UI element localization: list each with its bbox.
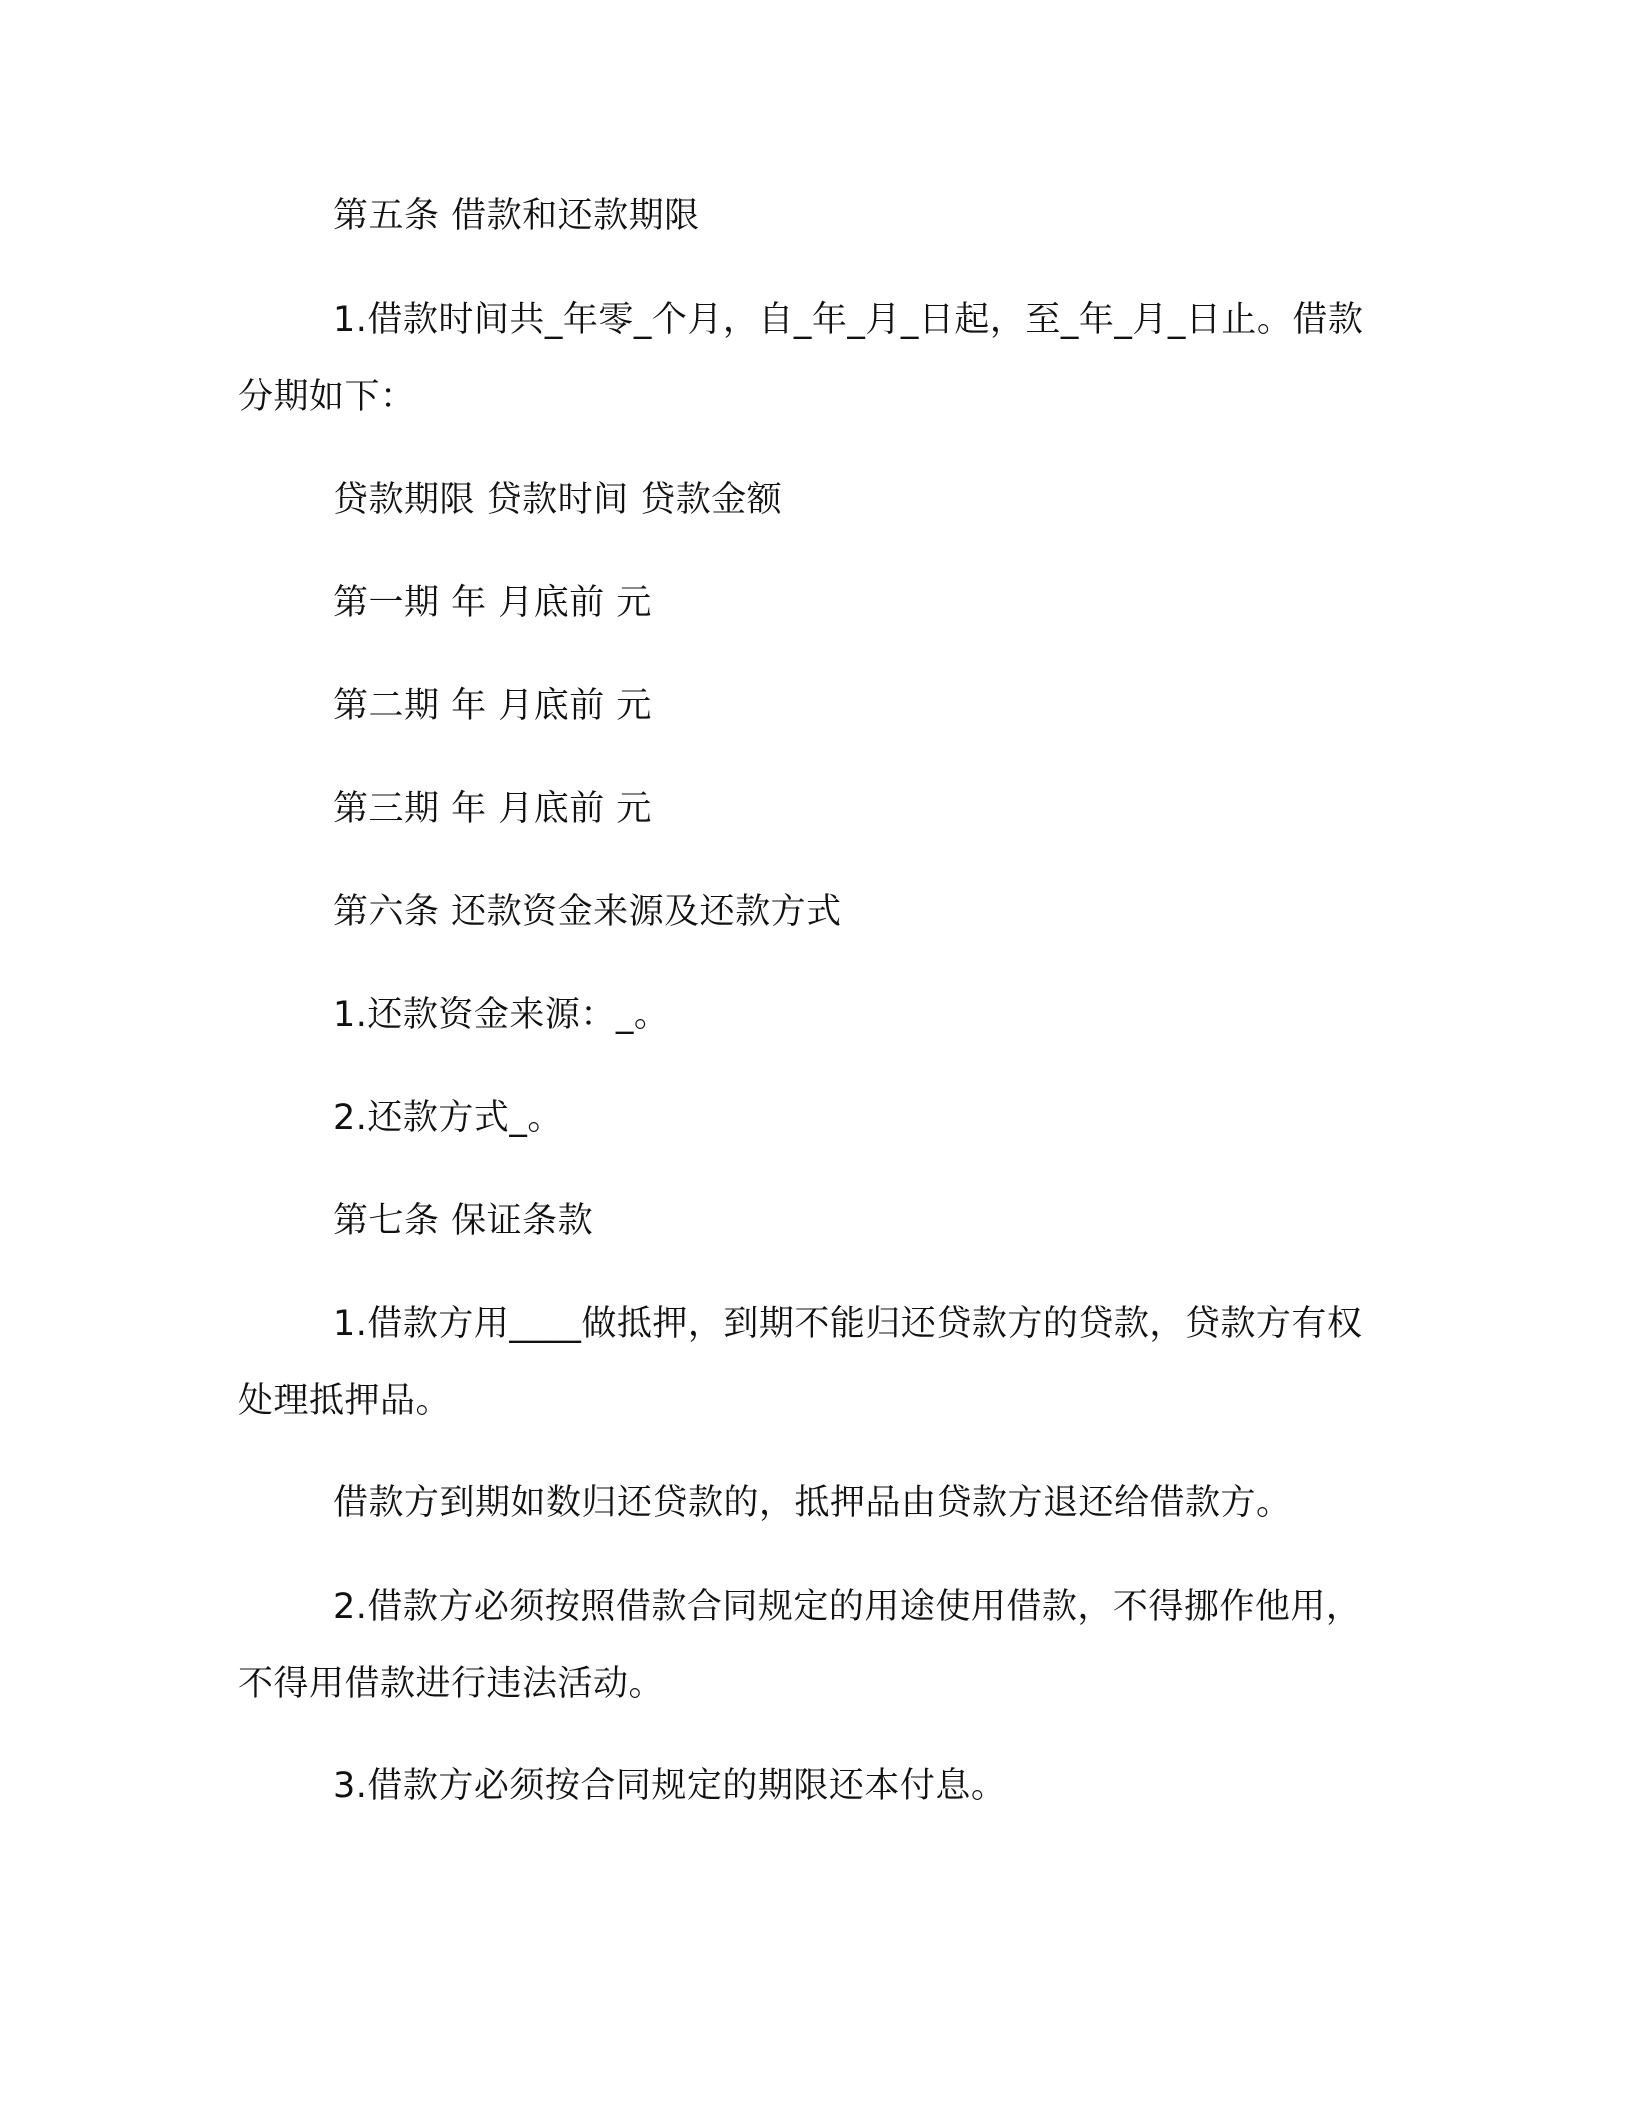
article-5-heading: 第五条 借款和还款期限 — [333, 196, 700, 236]
installment-row-1: 第一期 年 月底前 元 — [333, 583, 652, 623]
article-6-clause-1: 1.还款资金来源：_。 — [333, 995, 670, 1035]
installment-row-3: 第三期 年 月底前 元 — [333, 789, 652, 829]
article-7-clause-1-continued: 借款方到期如数归还贷款的，抵押品由贷款方退还给借款方。 — [333, 1483, 1292, 1523]
article-7-heading: 第七条 保证条款 — [333, 1201, 594, 1241]
article-7-clause-1: 1.借款方用____做抵押，到期不能归还贷款方的贷款，贷款方有权处理抵押品。 — [238, 1304, 1363, 1421]
installment-row-2: 第二期 年 月底前 元 — [333, 686, 652, 726]
article-6-clause-2: 2.还款方式_。 — [333, 1098, 563, 1138]
article-7-clause-3: 3.借款方必须按合同规定的期限还本付息。 — [333, 1766, 1007, 1806]
article-7-clause-2: 2.借款方必须按照借款合同规定的用途使用借款，不得挪作他用，不得用借款进行违法活动。 — [238, 1587, 1362, 1704]
article-6-heading: 第六条 还款资金来源及还款方式 — [333, 892, 842, 932]
installment-table-header: 贷款期限 贷款时间 贷款金额 — [333, 480, 783, 520]
article-5-clause-1: 1.借款时间共_年零_个月，自_年_月_日起，至_年_月_日止。借款分期如下： — [238, 300, 1364, 417]
